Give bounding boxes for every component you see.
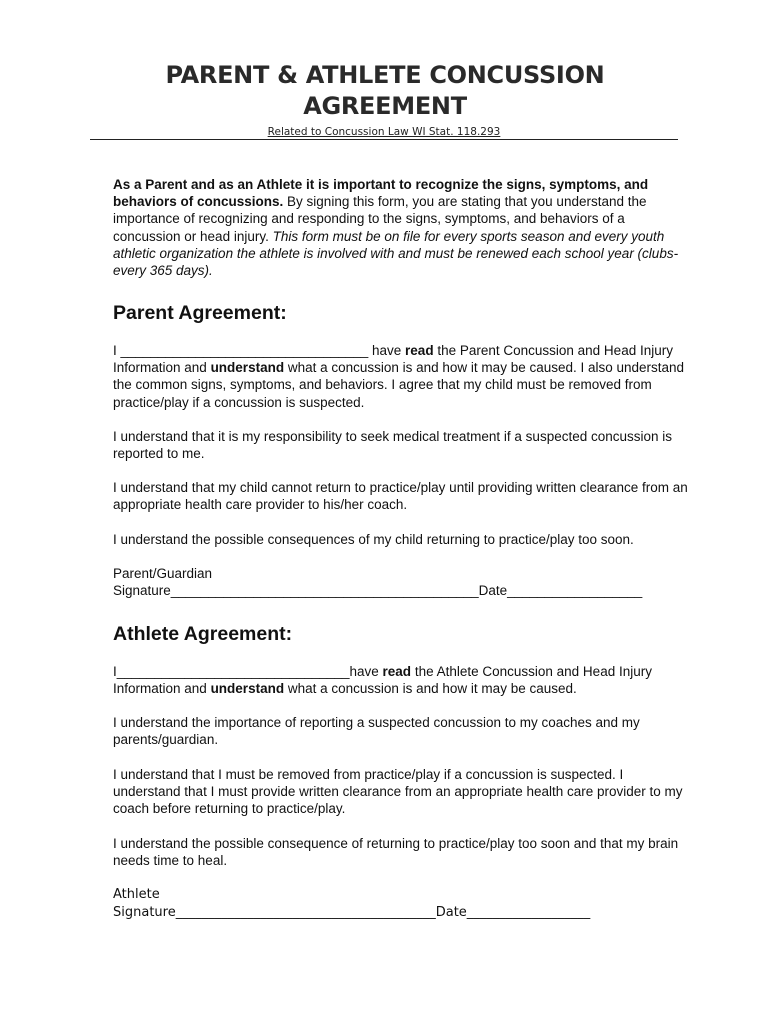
- athlete-signature-block: [113, 886, 693, 922]
- document-subtitle: [90, 126, 678, 139]
- parent-paragraph-3: [113, 479, 693, 513]
- parent-signature-label: Parent/Guardian: [113, 566, 213, 581]
- intro-bold-text: As a Parent and as an Athlete it is important to recognize the signs, symptoms, and behaviors of concussions.: [113, 177, 649, 210]
- subtitle-text: Related to Concussion Law WI Stat. 118.293: [267, 126, 501, 138]
- athlete-p4-text: I understand the possible consequence of returning to practice/play too soon and that my brain needs time to heal.: [113, 836, 679, 869]
- parent-p3-text: I understand that my child cannot return to practice/play until providing written clearance from an appropriate health care provider to his/her coach.: [113, 480, 688, 513]
- parent-understand-word: understand: [210, 360, 285, 376]
- intro-text: [113, 176, 693, 279]
- athlete-signature-date-line[interactable]: Signature________________________________________Date___________________: [113, 905, 591, 920]
- parent-paragraph-2: [113, 428, 693, 462]
- athlete-p3-text: I understand that I must be removed from practice/play if a concussion is suspected. I understand that I must provide written clearance from an appropriate health care provider to my coach before returning to practice/play.: [113, 767, 683, 817]
- title-line-2: AGREEMENT: [303, 92, 467, 120]
- parent-read-word: read: [405, 343, 434, 358]
- athlete-name-line[interactable]: I_______________________________have: [113, 664, 383, 679]
- parent-signature-block: [113, 565, 693, 599]
- athlete-understand-word: understand: [210, 681, 285, 697]
- athlete-p1-text: [113, 663, 693, 697]
- athlete-p1-mid: the Athlete Concussion and Head Injury Information and: [113, 664, 652, 697]
- athlete-p1-end: what a concussion is and how it may be caused.: [284, 681, 577, 697]
- parent-name-line[interactable]: I _________________________________ have: [113, 343, 406, 358]
- parent-p2-text: I understand that it is my responsibility to seek medical treatment if a suspected concussion is reported to me.: [113, 429, 673, 462]
- athlete-paragraph-3: [113, 766, 693, 818]
- title-divider: [90, 139, 678, 140]
- intro-normal-text: By signing this form, you are stating that you understand the importance of recognizing and responding to the signs, symptoms, and behaviors of a concussion or head injury.: [113, 194, 647, 244]
- parent-paragraph-4: [113, 531, 693, 548]
- parent-p1-mid: the Parent Concussion and Head Injury Information and: [113, 343, 673, 376]
- athlete-paragraph-2: [113, 714, 693, 748]
- parent-paragraph-1: [113, 342, 693, 411]
- title-line-1: PARENT & ATHLETE CONCUSSION: [165, 61, 605, 89]
- parent-agreement-heading: Parent Agreement:: [113, 302, 287, 324]
- athlete-paragraph-1: [113, 663, 693, 697]
- parent-p1-text: [113, 342, 693, 411]
- athlete-agreement-heading: Athlete Agreement:: [113, 623, 293, 645]
- athlete-p2-text: I understand the importance of reporting a suspected concussion to my coaches and my parents/guardian.: [113, 715, 640, 748]
- parent-p4-text: I understand the possible consequences of my child returning to practice/play too soon.: [113, 532, 634, 547]
- athlete-read-word: read: [382, 664, 412, 679]
- parent-signature-date-line[interactable]: Signature_________________________________________Date__________________: [113, 583, 643, 599]
- document-title: [90, 60, 680, 122]
- parent-p1-end: what a concussion is and how it may be caused. I also understand the common signs, symptoms, and behaviors. I agree that my child must be removed from practice/play if a concussion is suspected.: [113, 360, 685, 410]
- intro-paragraph: [113, 176, 693, 279]
- athlete-signature-label: Athlete: [113, 887, 160, 902]
- athlete-paragraph-4: [113, 835, 693, 869]
- intro-italic-text: This form must be on file for every sports season and every youth athletic organization the athlete is involved with and must be renewed each school year (clubs- every 365 days).: [113, 228, 679, 279]
